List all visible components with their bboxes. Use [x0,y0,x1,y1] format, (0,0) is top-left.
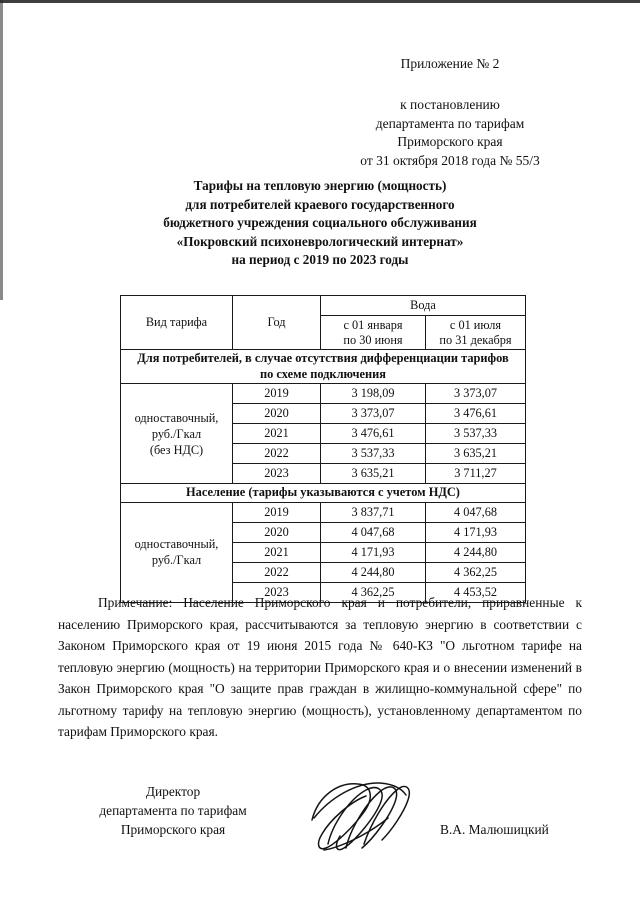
cell-first-half: 4 047,68 [321,522,426,542]
cell-year: 2022 [233,444,321,464]
title-line-1: Тарифы на тепловую энергию (мощность) [193,178,447,193]
role-line-3: Приморского края [120,822,226,837]
kind-line-1: одноставочный, [134,537,219,551]
cell-second-half: 4 362,25 [426,562,526,582]
section-title-line2: по схеме подключения [260,366,386,381]
cell-first-half: 3 537,33 [321,444,426,464]
addressee-line-1: к постановлению [400,97,500,112]
cell-first-half: 4 244,80 [321,562,426,582]
cell-year: 2021 [233,542,321,562]
addressee-line-2: департамента по тарифам [375,115,525,131]
header-cell-period-first-half [321,316,426,350]
cell-year: 2023 [233,464,321,484]
kind-cell-population [121,502,233,602]
table-section-title-row [121,484,526,503]
cell-second-half: 3 373,07 [426,384,526,404]
cell-second-half: 4 047,68 [426,502,526,522]
cell-year: 2020 [233,404,321,424]
cell-first-half: 3 635,21 [321,464,426,484]
period-first-line2: по 30 июня [343,332,403,347]
addressee-block [300,96,600,170]
header-cell-period-second-half [426,316,526,350]
kind-line-1: одноставочный, [134,410,219,425]
tariff-table [120,295,526,603]
title-line-4: «Покровский психоневрологический интернат» [176,233,464,249]
period-first-line1: с 01 января [343,317,403,332]
cell-year: 2023 [233,582,321,602]
kind-line-2: руб./Гкал [151,553,202,567]
section-title-population: Население (тарифы указываются с учетом НДС) [121,484,526,503]
cell-second-half: 4 244,80 [426,542,526,562]
header-cell-kind: Вид тарифа [121,296,233,350]
table-header-row-group [121,296,526,316]
cell-first-half: 3 476,61 [321,424,426,444]
header-cell-water-group: Вода [321,296,526,316]
cell-year: 2022 [233,562,321,582]
cell-first-half: 3 837,71 [321,502,426,522]
kind-line-2: руб./Гкал [151,426,202,441]
cell-year: 2019 [233,384,321,404]
kind-line-3: (без НДС) [149,442,204,457]
period-second-line1: с 01 июля [449,317,502,332]
title-line-3: бюджетного учреждения социального обслуживания [163,215,477,230]
cell-first-half: 4 362,25 [321,582,426,602]
cell-second-half: 4 453,52 [426,582,526,602]
scan-edge-top [0,0,640,3]
cell-year: 2021 [233,424,321,444]
cell-first-half: 4 171,93 [321,542,426,562]
table-row [121,502,526,522]
role-line-2: департамента по тарифам [99,803,247,818]
title-line-2: для потребителей краевого государственного [185,196,455,212]
page-title [60,177,580,270]
cell-second-half: 3 476,61 [426,404,526,424]
cell-year: 2020 [233,522,321,542]
note-paragraph: Примечание: Население Приморского края и потребители, приравненные к населению Приморского края, рассчитываются за тепловую энергию в соответствии с Законом Приморского края от 19 июня 2015 года № 640-КЗ "О льготном тарифе на тепловую энергию (мощность) на территории Приморского края и о внесении изменений в Закон Приморского края "О защите прав граждан в жилищно-коммунальной сфере" по льготному тарифу на тепловую энергию (мощность), установленному департаментом по тарифам Приморского края. [58,595,582,739]
kind-cell-consumers [121,384,233,484]
cell-second-half: 3 711,27 [426,464,526,484]
addressee-line-3: Приморского края [397,134,503,149]
cell-second-half: 3 635,21 [426,444,526,464]
cell-first-half: 3 373,07 [321,404,426,424]
table-row [121,384,526,404]
handwritten-signature-icon [308,778,420,864]
section-title-line1: Для потребителей, в случае отсутствия дифференциации тарифов [137,351,509,365]
signatory-role [58,782,288,839]
title-line-5: на период с 2019 по 2023 годы [231,252,409,267]
cell-second-half: 3 537,33 [426,424,526,444]
table-section-title-row [121,350,526,384]
appendix-label: Приложение № 2 [400,56,500,71]
section-title-consumers [121,350,526,384]
cell-year: 2019 [233,502,321,522]
signatory-name: В.А. Малюшицкий [440,822,549,837]
scan-edge-left [0,0,3,300]
cell-first-half: 3 198,09 [321,384,426,404]
header-cell-year: Год [233,296,321,350]
addressee-line-4: от 31 октября 2018 года № 55/3 [360,152,540,168]
role-line-1: Директор [145,784,201,799]
period-second-line2: по 31 декабря [439,332,512,347]
cell-second-half: 4 171,93 [426,522,526,542]
